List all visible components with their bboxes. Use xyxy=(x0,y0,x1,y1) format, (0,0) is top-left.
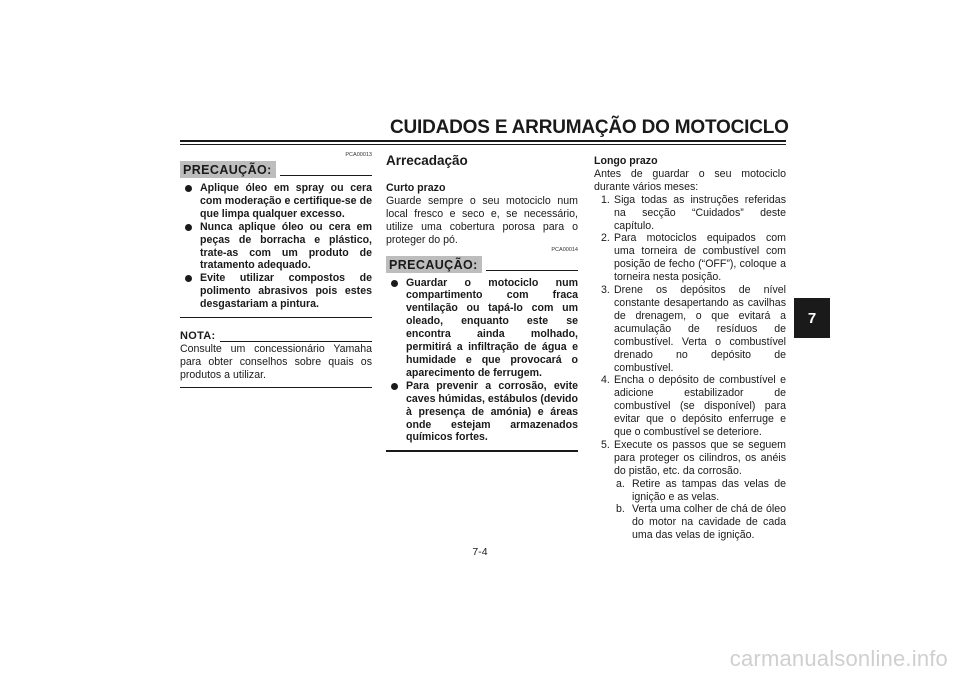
short-term-text: Guarde sempre o seu motociclo num local fresco e seco e, se necessário, utilize uma cobertura porosa para o proteger do pó. xyxy=(386,194,578,246)
list-item: 4. Encha o depósito de combustível e adicione estabilizador de combustível (se disponível) para evitar que o depósito enferruge e que o combustível se deteriore. xyxy=(601,374,786,439)
storage-steps xyxy=(594,194,786,542)
caution-item: Aplique óleo em spray ou cera com moderação e certifique-se de que limpa qualquer excesso. xyxy=(180,182,372,221)
bullet-icon xyxy=(185,185,192,192)
caution-header xyxy=(180,161,372,178)
caution-end-rule xyxy=(386,450,578,452)
chapter-tab: 7 xyxy=(794,298,830,338)
caution-end-rule xyxy=(180,317,372,318)
caution-code: PCA00014 xyxy=(551,246,578,253)
bullet-icon xyxy=(185,224,192,231)
list-item: 2. Para motociclos equipados com uma torneira de combustível com posição de fecho (“OFF”), coloque a torneira nesta posição. xyxy=(601,232,786,284)
caution-item: Evite utilizar compostos de polimento abrasivos pois estes desgastariam a pintura. xyxy=(180,272,372,311)
note-text: Consulte um concessionário Yamaha para obter conselhos sobre quais os produtos a utilizar. xyxy=(180,342,372,381)
caution-label: PRECAUÇÃO: xyxy=(180,161,276,178)
caution-code: PCA00013 xyxy=(345,152,372,158)
bullet-icon xyxy=(391,383,398,390)
bullet-icon xyxy=(391,280,398,287)
list-item: a. Retire as tampas das velas de ignição e as velas. xyxy=(616,477,786,503)
caution-item: Guardar o motociclo num compartimento com fraca ventilação ou tapá-lo com um oleado, enquanto este se encontra ainda molhado, permitirá a infiltração de água e humidade e que provocará o aparecimento de ferrugem. xyxy=(386,277,578,380)
header-rule-thin xyxy=(180,144,786,145)
section-title: Arrecadação xyxy=(386,153,468,168)
list-item: 5. Execute os passos que se seguem para proteger os cilindros, os anéis do pistão, etc. da corrosão. a. Retire as tampas das velas de ignição e as velas. b. Verta uma colher de chá de óleo do motor na cavidade de cada uma das velas de ignição. xyxy=(601,438,786,542)
storage-substeps xyxy=(614,478,786,543)
caution-item: Nunca aplique óleo ou cera em peças de borracha e plástico, trate-as com um produto de tratamento adequado. xyxy=(180,221,372,273)
note-end-rule xyxy=(180,387,372,388)
bullet-icon xyxy=(185,275,192,282)
long-term-intro: Antes de guardar o seu motociclo durante vários meses: xyxy=(594,167,786,193)
caution-header-rule xyxy=(486,270,578,271)
list-item: 3. Drene os depósitos de nível constante desapertando as cavilhas de drenagem, o que evitará a acumulação de resíduos de combustível. Verta o combustível drenado no depósito de combustível. xyxy=(601,284,786,374)
caution-header-rule xyxy=(280,175,372,176)
caution-label: PRECAUÇÃO: xyxy=(386,256,482,273)
header-rule xyxy=(180,140,786,142)
caution-list xyxy=(180,182,372,311)
page-number: 7-4 xyxy=(472,546,488,558)
list-item: 1. Siga todas as instruções referidas na secção “Cuidados” deste capítulo. xyxy=(601,193,786,232)
left-column xyxy=(180,152,372,388)
right-column xyxy=(594,155,786,542)
note-label: NOTA: xyxy=(180,330,216,343)
watermark: carmanualsonline.info xyxy=(729,646,948,671)
caution-header xyxy=(386,256,578,273)
caution-list xyxy=(386,277,578,445)
caution-item: Para prevenir a corrosão, evite caves húmidas, estábulos (devido à presença de amónia) e áreas onde estejam armazenados químicos fortes. xyxy=(386,380,578,445)
short-term-title: Curto prazo xyxy=(386,182,446,194)
note-header xyxy=(180,330,372,343)
list-item: b. Verta uma colher de chá de óleo do motor na cavidade de cada uma das velas de ignição. xyxy=(616,503,786,542)
note-header-rule xyxy=(220,341,372,342)
long-term-title: Longo prazo xyxy=(594,155,658,167)
middle-column xyxy=(386,152,578,452)
page-header-title: CUIDADOS E ARRUMAÇÃO DO MOTOCICLO xyxy=(390,117,789,138)
